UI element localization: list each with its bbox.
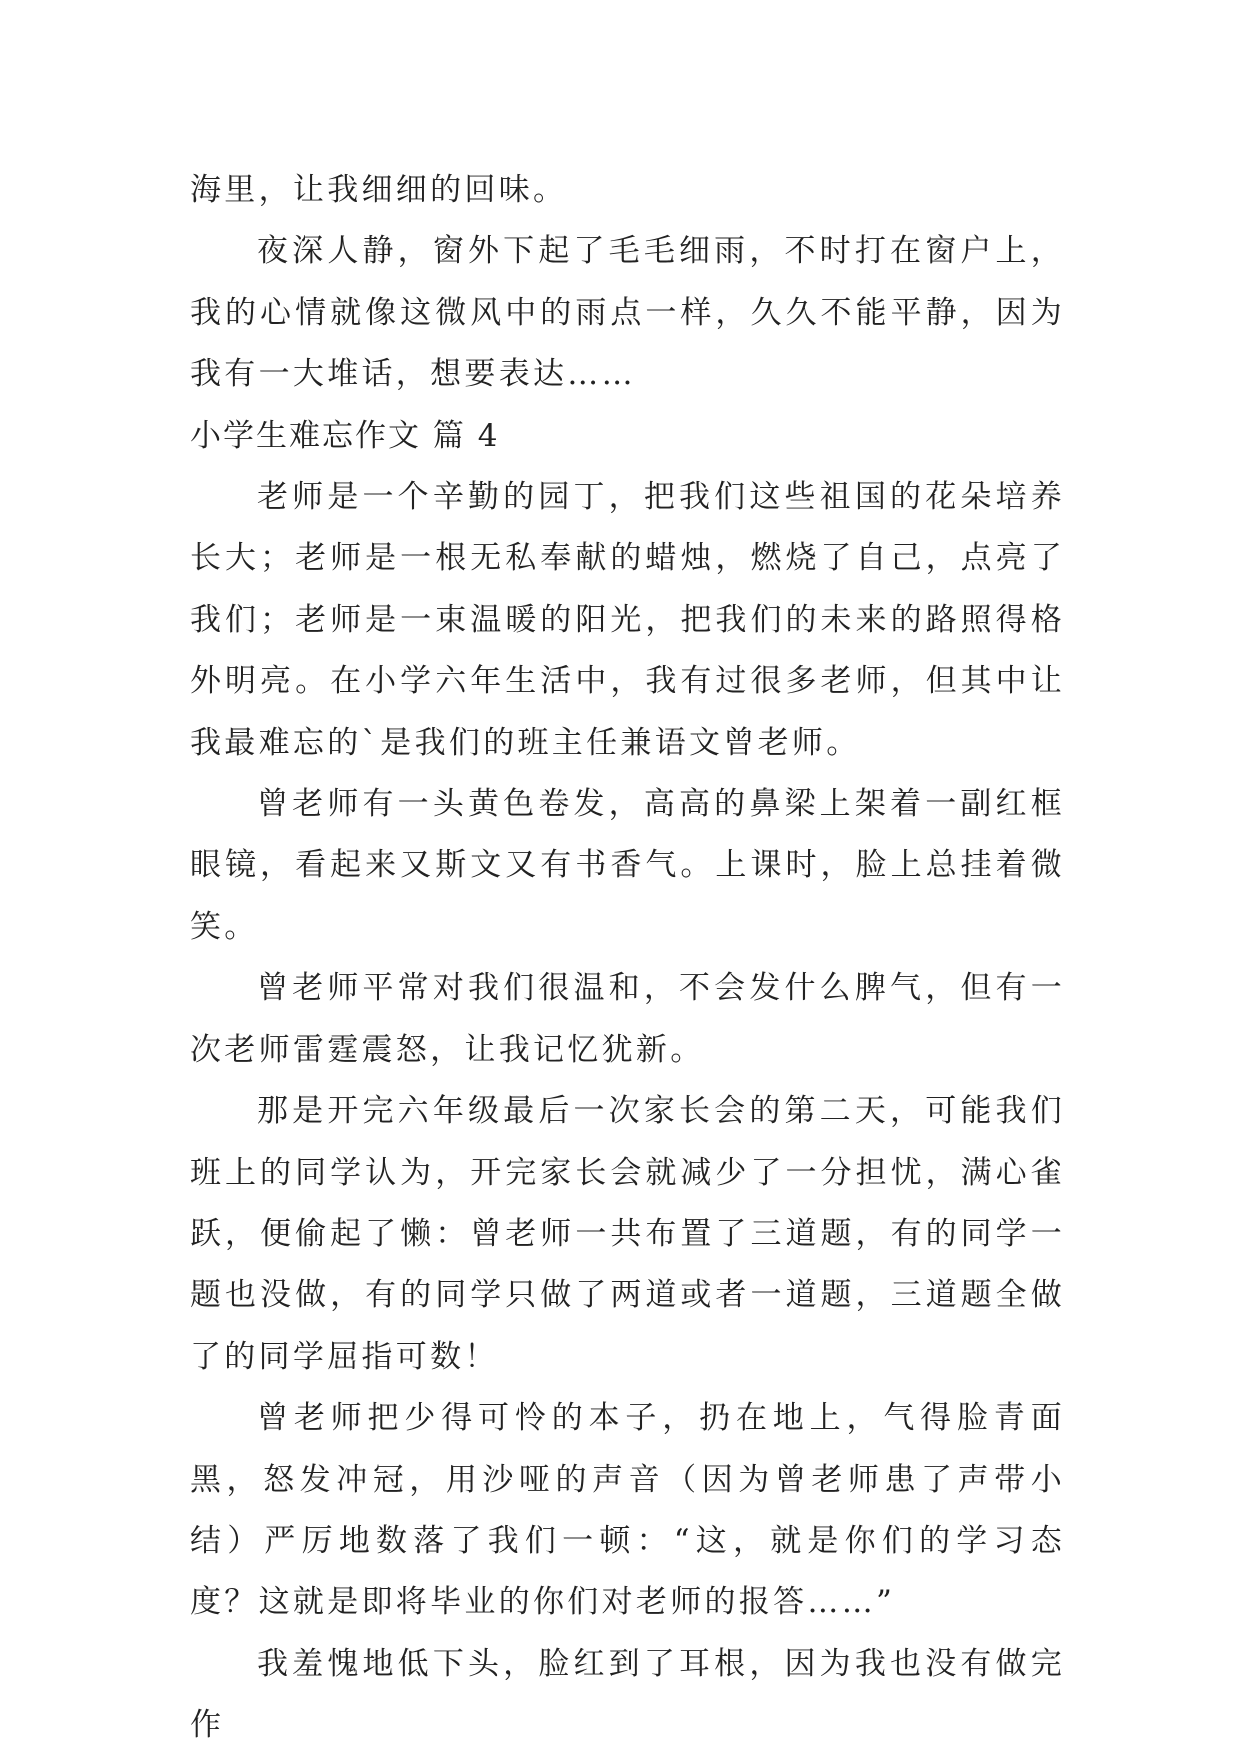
paragraph: 那是开完六年级最后一次家长会的第二天，可能我们班上的同学认为，开完家长会就减少了一分担忧，满心雀跃，便偷起了懒：曾老师一共布置了三道题，有的同学一题也没做，有的同学只做了两道或者一道题，三道题全做了的同学屈指可数！ [190, 1093, 1065, 1375]
paragraph: 曾老师把少得可怜的本子，扔在地上，气得脸青面黑，怒发冲冠，用沙哑的声音（因为曾老师患了声带小结）严厉地数落了我们一顿：“这，就是你们的学习态度？这就是即将毕业的你们对老师的报答……” [190, 1400, 1065, 1621]
essay-section-title: 小学生难忘作文 篇 4 [190, 417, 500, 454]
paragraph: 海里，让我细细的回味。 [190, 172, 568, 208]
paragraph: 老师是一个辛勤的园丁，把我们这些祖国的花朵培养长大；老师是一根无私奉献的蜡烛，燃烧了自己，点亮了我们；老师是一束温暖的阳光，把我们的未来的路照得格外明亮。在小学六年生活中，我有过很多老师，但其中让我最难忘的`是我们的班主任兼语文曾老师。 [190, 479, 1065, 761]
paragraph: 曾老师有一头黄色卷发，高高的鼻梁上架着一副红框眼镜，看起来又斯文又有书香气。上课时，脸上总挂着微笑。 [190, 786, 1065, 945]
paragraph: 夜深人静，窗外下起了毛毛细雨，不时打在窗户上，我的心情就像这微风中的雨点一样，久久不能平静，因为我有一大堆话，想要表达…… [190, 233, 1065, 393]
paragraph: 我羞愧地低下头，脸红到了耳根，因为我也没有做完作 [190, 1645, 1065, 1744]
paragraph: 曾老师平常对我们很温和，不会发什么脾气，但有一次老师雷霆震怒，让我记忆犹新。 [190, 970, 1065, 1068]
essay-body [190, 160, 1065, 1757]
